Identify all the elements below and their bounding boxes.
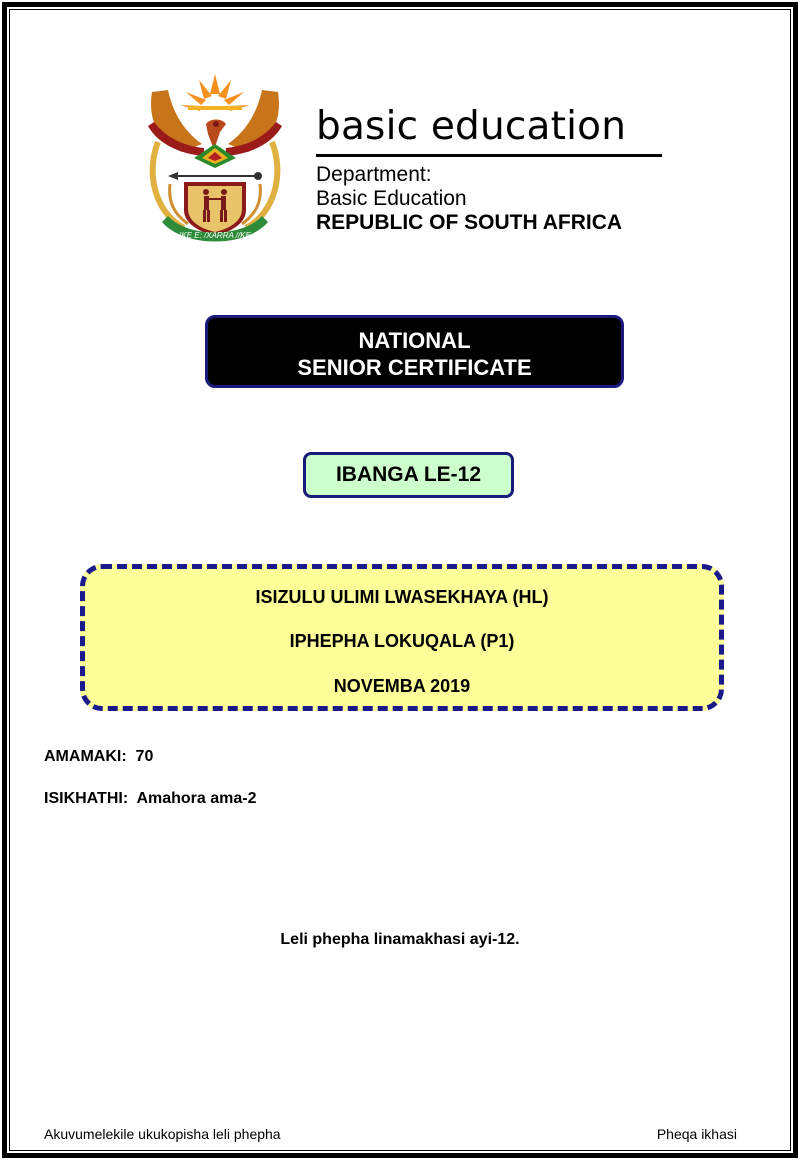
certificate-banner xyxy=(205,315,624,388)
marks-row xyxy=(44,747,153,767)
time-value: Amahora ama-2 xyxy=(136,790,257,807)
subject-panel xyxy=(80,564,724,711)
brand-title: basic education xyxy=(316,104,627,149)
certificate-line-2: SENIOR CERTIFICATE xyxy=(297,355,532,380)
paper-number: IPHEPHA LOKUQALA (P1) xyxy=(289,631,515,651)
department-name: Basic Education xyxy=(316,187,467,210)
page-count-note: Leli phepha linamakhasi ayi-12. xyxy=(280,931,520,948)
time-label: ISIKHATHI: xyxy=(44,790,129,807)
time-row xyxy=(44,789,256,809)
emblem-motto: !KE E: /XARRA //KE xyxy=(179,231,251,240)
department-label: Department: xyxy=(316,163,432,186)
exam-session: NOVEMBA 2019 xyxy=(333,676,471,696)
department-brand xyxy=(316,104,666,235)
subject-name: ISIZULU ULIMI LWASEKHAYA (HL) xyxy=(255,587,549,607)
grade-label: IBANGA LE-12 xyxy=(335,463,482,486)
brand-divider xyxy=(316,154,662,157)
coat-of-arms-icon xyxy=(144,72,286,244)
copyright-notice: Akuvumelekile ukukopisha leli phepha xyxy=(44,1126,281,1142)
country-name: REPUBLIC OF SOUTH AFRICA xyxy=(316,211,623,234)
marks-label: AMAMAKI: xyxy=(44,748,127,765)
marks-value: 70 xyxy=(135,748,154,765)
turn-over-note: Pheqa ikhasi xyxy=(656,1126,737,1142)
certificate-line-1: NATIONAL xyxy=(358,328,471,353)
grade-badge xyxy=(303,452,514,498)
